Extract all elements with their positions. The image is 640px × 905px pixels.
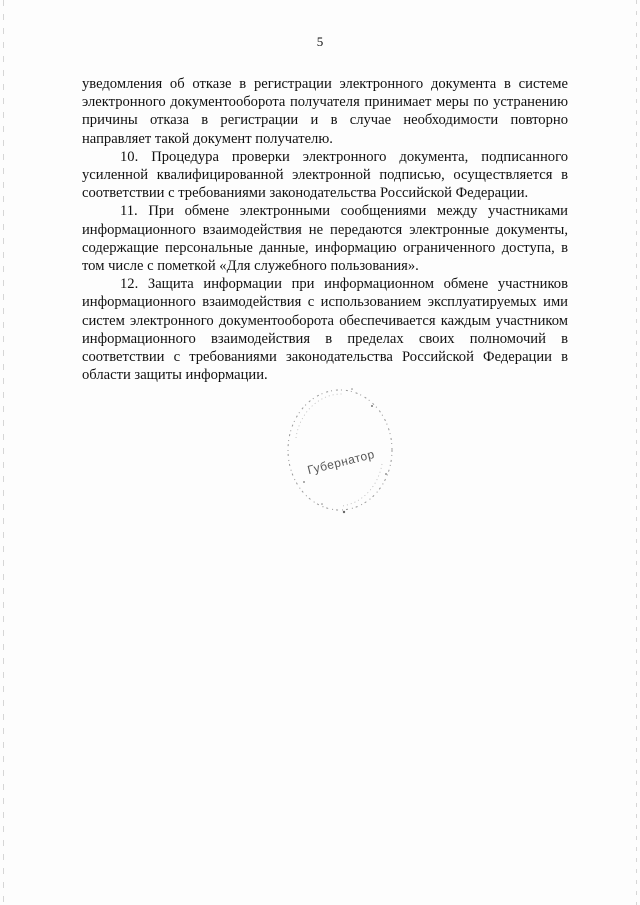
document-body <box>82 75 568 384</box>
paragraph-10: 10. Процедура проверки электронного документа, подписанного усиленной квалифицированной электронной подписью, осуществляется в соответствии с требованиями законодательства Российской Федерации. <box>82 148 568 202</box>
page-number: 5 <box>316 34 324 49</box>
scan-edge-left <box>3 0 4 905</box>
governor-stamp <box>282 378 400 520</box>
paragraph-continuation: уведомления об отказе в регистрации электронного документа в системе электронного документооборота получателя принимает меры по устранению причины отказа в регистрации и в случае необходимости повторно направляет такой документ получателю. <box>82 76 568 147</box>
stamp-graphic <box>282 378 400 520</box>
scan-edge-right <box>636 0 637 905</box>
stamp-text: Губернатор <box>306 447 377 478</box>
paragraph-11: 11. При обмене электронными сообщениями между участниками информационного взаимодействия не передаются электронные документы, содержащие персональные данные, информацию ограниченного доступа, в том числе с пометкой «Для служебного пользования». <box>82 203 568 275</box>
paragraph-12: 12. Защита информации при информационном обмене участников информационного взаимодействия с использованием эксплуатируемых ими систем электронного документооборота обеспечивается каждым участником информационного взаимодействия в пределах своих полномочий в соответствии с требованиями законодательства Российской Федерации в области защиты информации. <box>82 276 568 384</box>
